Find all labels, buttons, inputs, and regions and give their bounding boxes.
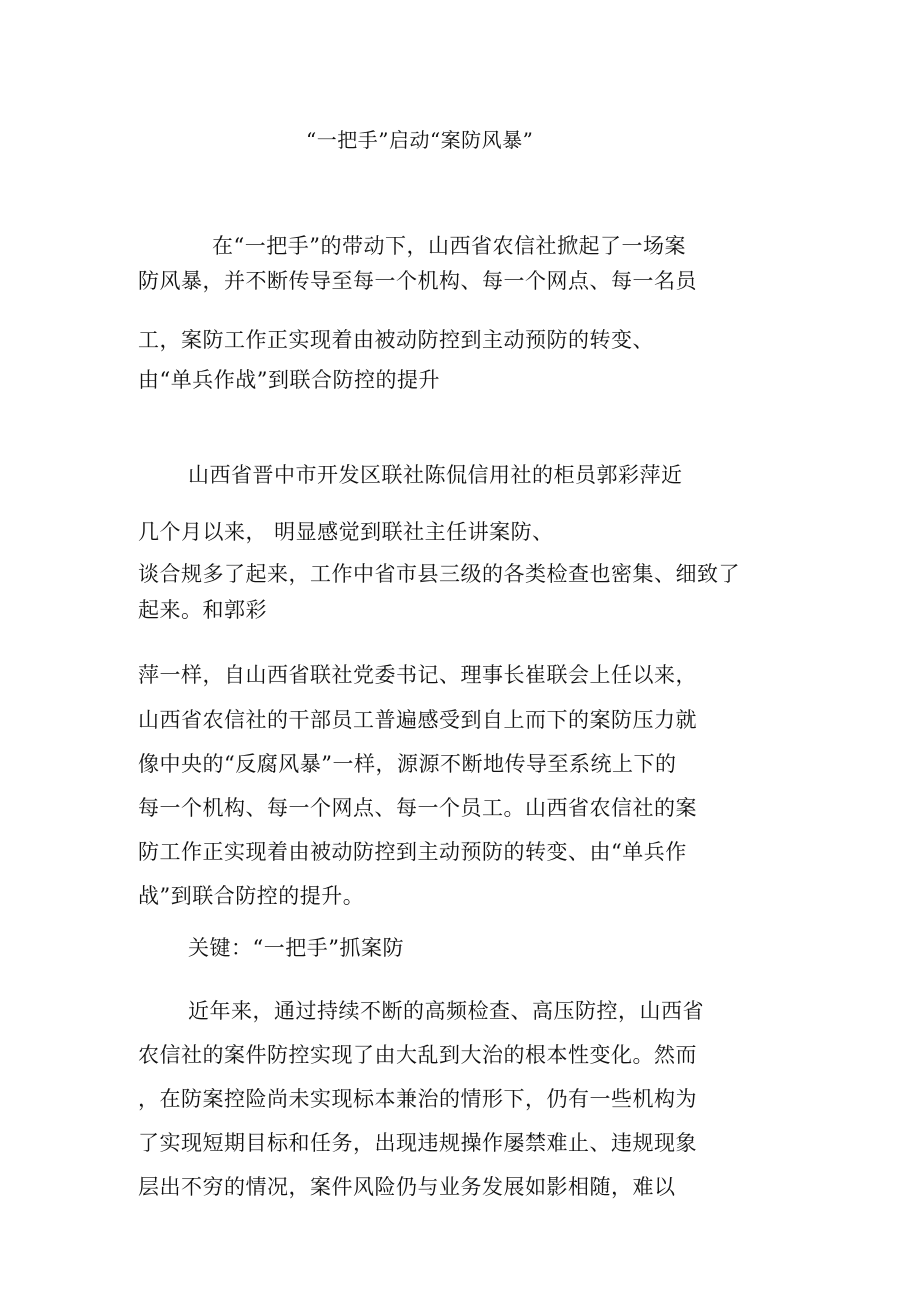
- paragraph-line: 农信社的案件防控实现了由大乱到大治的根本性变化。然而: [138, 1043, 697, 1067]
- paragraph-line: 由“单兵作战”到联合防控的提升: [138, 368, 440, 392]
- paragraph-line: 近年来，通过持续不断的高频检查、高压防控，山西省: [188, 999, 704, 1023]
- paragraph-line: 工，案防工作正实现着由被动防控到主动预防的转变、: [138, 328, 654, 352]
- paragraph-line: 了实现短期目标和任务，出现违规操作屡禁难止、违规现象: [138, 1131, 697, 1155]
- paragraph-line: 每一个机构、每一个网点、每一个员工。山西省农信社的案: [138, 796, 697, 820]
- paragraph-line: 防工作正实现着由被动防控到主动预防的转变、由“单兵作: [138, 840, 687, 864]
- paragraph-line: 起来。和郭彩: [138, 598, 267, 622]
- paragraph-line: 防风暴，并不断传导至每一个机构、每一个网点、每一名员: [138, 269, 697, 293]
- paragraph-line: 山西省晋中市开发区联社陈侃信用社的柜员郭彩萍近: [188, 463, 683, 487]
- paragraph-line: 战”到联合防控的提升。: [138, 884, 365, 908]
- paragraph-line: 层出不穷的情况，案件风险仍与业务发展如影相随，难以: [138, 1175, 676, 1199]
- paragraph-line: 几个月以来， 明显感觉到联社主任讲案防、: [138, 520, 554, 544]
- paragraph-line: 萍一样，自山西省联社党委书记、理事长崔联会上任以来，: [138, 663, 697, 687]
- paragraph-line: ，在防案控险尚未实现标本兼治的情形下，仍有一些机构为: [138, 1087, 697, 1111]
- section-heading-text: 关键：“一把手”抓案防: [188, 936, 404, 960]
- paragraph-line: 在“一把手”的带动下，山西省农信社掀起了一场案: [212, 234, 686, 258]
- paragraph-line: 像中央的“反腐风暴”一样，源源不断地传导至系统上下的: [138, 752, 677, 776]
- paragraph-line: 谈合规多了起来，工作中省市县三级的各类检查也密集、细致了: [138, 562, 740, 586]
- document-title: “一把手”启动“案防风暴”: [306, 128, 534, 152]
- paragraph-line: 山西省农信社的干部员工普遍感受到自上而下的案防压力就: [138, 708, 697, 732]
